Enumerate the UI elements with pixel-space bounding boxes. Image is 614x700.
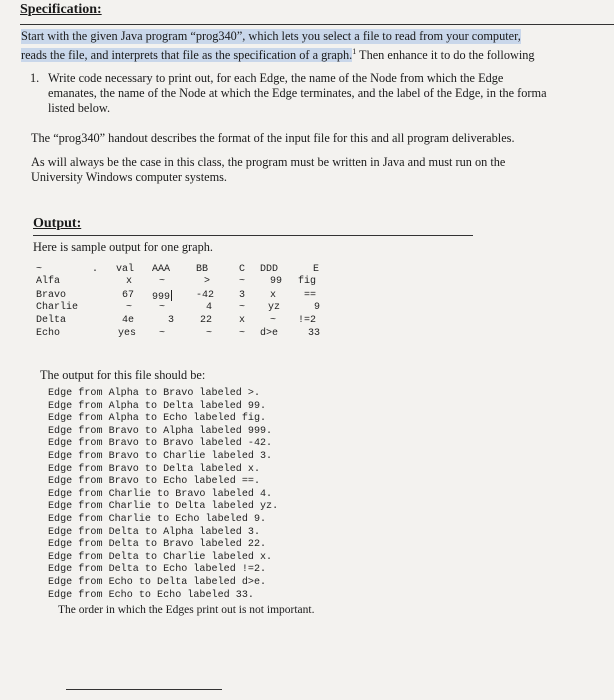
order-note: The order in which the Edges print out is not important. (58, 604, 315, 616)
list-item: Edge from Bravo to Delta labeled x. (48, 463, 261, 475)
list-item: Edge from Alpha to Delta labeled 99. (48, 400, 267, 412)
expected-output-list (48, 388, 278, 602)
table-header-corner: ~ (36, 264, 43, 275)
list-item: Edge from Delta to Echo labeled !=2. (48, 564, 267, 576)
intro-line-2-rest: Then enhance it to do the following (356, 48, 535, 63)
table-cell: -42 (196, 290, 215, 301)
item-line-2: emanates, the name of the Node at which the Edge terminates, and the label of the Edge, in the forma (48, 86, 547, 100)
list-item: Edge from Bravo to Bravo labeled -42. (48, 438, 273, 450)
list-item: Edge from Charlie to Echo labeled 9. (48, 513, 267, 525)
table-header-aaa: AAA (152, 264, 171, 275)
table-cell: !=2 (298, 315, 317, 326)
output-heading: Output: (33, 216, 82, 231)
table-row-label: Bravo (36, 290, 67, 301)
table-cell: yz (268, 302, 281, 313)
table-row-label: Echo (36, 328, 61, 339)
graph-table (34, 262, 334, 352)
footnote-rule (66, 689, 222, 690)
table-cell: x (126, 276, 133, 287)
table-header-ddd: DDD (260, 264, 279, 275)
list-item: Edge from Charlie to Bravo labeled 4. (48, 488, 273, 500)
table-cell: ~ (239, 302, 246, 313)
table-cell: ~ (126, 302, 133, 313)
output-should-be: The output for this file should be: (40, 368, 206, 382)
table-cell: d>e (260, 328, 279, 339)
java-line-2: University Windows computer systems. (31, 170, 228, 184)
table-cell: 9 (314, 302, 321, 313)
specification-rule (20, 24, 614, 25)
item-line-1: Write code necessary to print out, for each Edge, the name of the Node from which the Edge (48, 71, 504, 85)
sample-label: Here is sample output for one graph. (33, 240, 213, 254)
text-cursor-icon (171, 290, 172, 301)
table-cell: > (204, 276, 211, 287)
table-cell-text: 999 (152, 292, 171, 303)
handout-line: The “prog340” handout describes the format of the input file for this and all program deliverables. (31, 131, 515, 145)
table-row-label: Delta (36, 315, 67, 326)
table-cell: ~ (159, 328, 166, 339)
list-item: Edge from Bravo to Alpha labeled 999. (48, 425, 273, 437)
list-item: Edge from Delta to Charlie labeled x. (48, 551, 273, 563)
intro-line-2-highlight: reads the file, and interprets that file as the specification of a graph. (21, 48, 353, 63)
intro-line-2 (21, 44, 535, 63)
list-item: Edge from Alpha to Bravo labeled >. (48, 388, 261, 399)
list-item: Edge from Delta to Bravo labeled 22. (48, 539, 267, 551)
table-header-dot: . (92, 264, 99, 275)
table-cell: ~ (239, 328, 246, 339)
item-line-3: listed below. (48, 101, 111, 115)
table-cell: ~ (206, 328, 213, 339)
table-row-label: Charlie (36, 302, 79, 313)
table-cell: 4 (206, 302, 213, 313)
table-header-c: C (239, 264, 246, 275)
table-row-label: Alfa (36, 276, 61, 287)
list-item: Edge from Bravo to Charlie labeled 3. (48, 450, 273, 462)
table-cell: 3 (168, 315, 175, 326)
table-cell: 4e (122, 315, 135, 326)
specification-heading: Specification: (20, 2, 102, 17)
list-item: Edge from Delta to Alpha labeled 3. (48, 526, 261, 538)
table-cell: 22 (200, 315, 213, 326)
table-header-bb: BB (196, 264, 209, 275)
list-item: Edge from Charlie to Delta labeled yz. (48, 501, 279, 513)
table-cell: x (239, 315, 246, 326)
table-cell: x (270, 290, 277, 301)
table-cell: yes (118, 328, 137, 339)
table-cell: == (304, 290, 317, 301)
list-item: Edge from Echo to Delta labeled d>e. (48, 576, 267, 588)
table-cell: ~ (239, 276, 246, 287)
table-cell: 99 (270, 276, 283, 287)
table-cell: ~ (159, 276, 166, 287)
table-cell: 67 (122, 290, 135, 301)
table-cell: 33 (308, 328, 321, 339)
output-rule (33, 235, 473, 236)
table-header-val: val (116, 264, 135, 275)
table-cell: fig (298, 276, 317, 287)
list-item: Edge from Bravo to Echo labeled ==. (48, 476, 261, 488)
list-item: Edge from Alpha to Echo labeled fig. (48, 413, 267, 425)
table-cell: ~ (270, 315, 277, 326)
list-item: Edge from Echo to Echo labeled 33. (48, 589, 254, 601)
table-header-e: E (313, 264, 320, 275)
java-line-1: As will always be the case in this class, the program must be written in Java and must run on the (31, 155, 506, 169)
footnote-marker: 1 (352, 47, 357, 56)
table-cell: 3 (239, 290, 246, 301)
intro-line-1: Start with the given Java program “prog340”, which lets you select a file to read from your computer, (21, 29, 521, 43)
table-cell: ~ (159, 302, 166, 313)
item-number: 1. (30, 71, 40, 85)
